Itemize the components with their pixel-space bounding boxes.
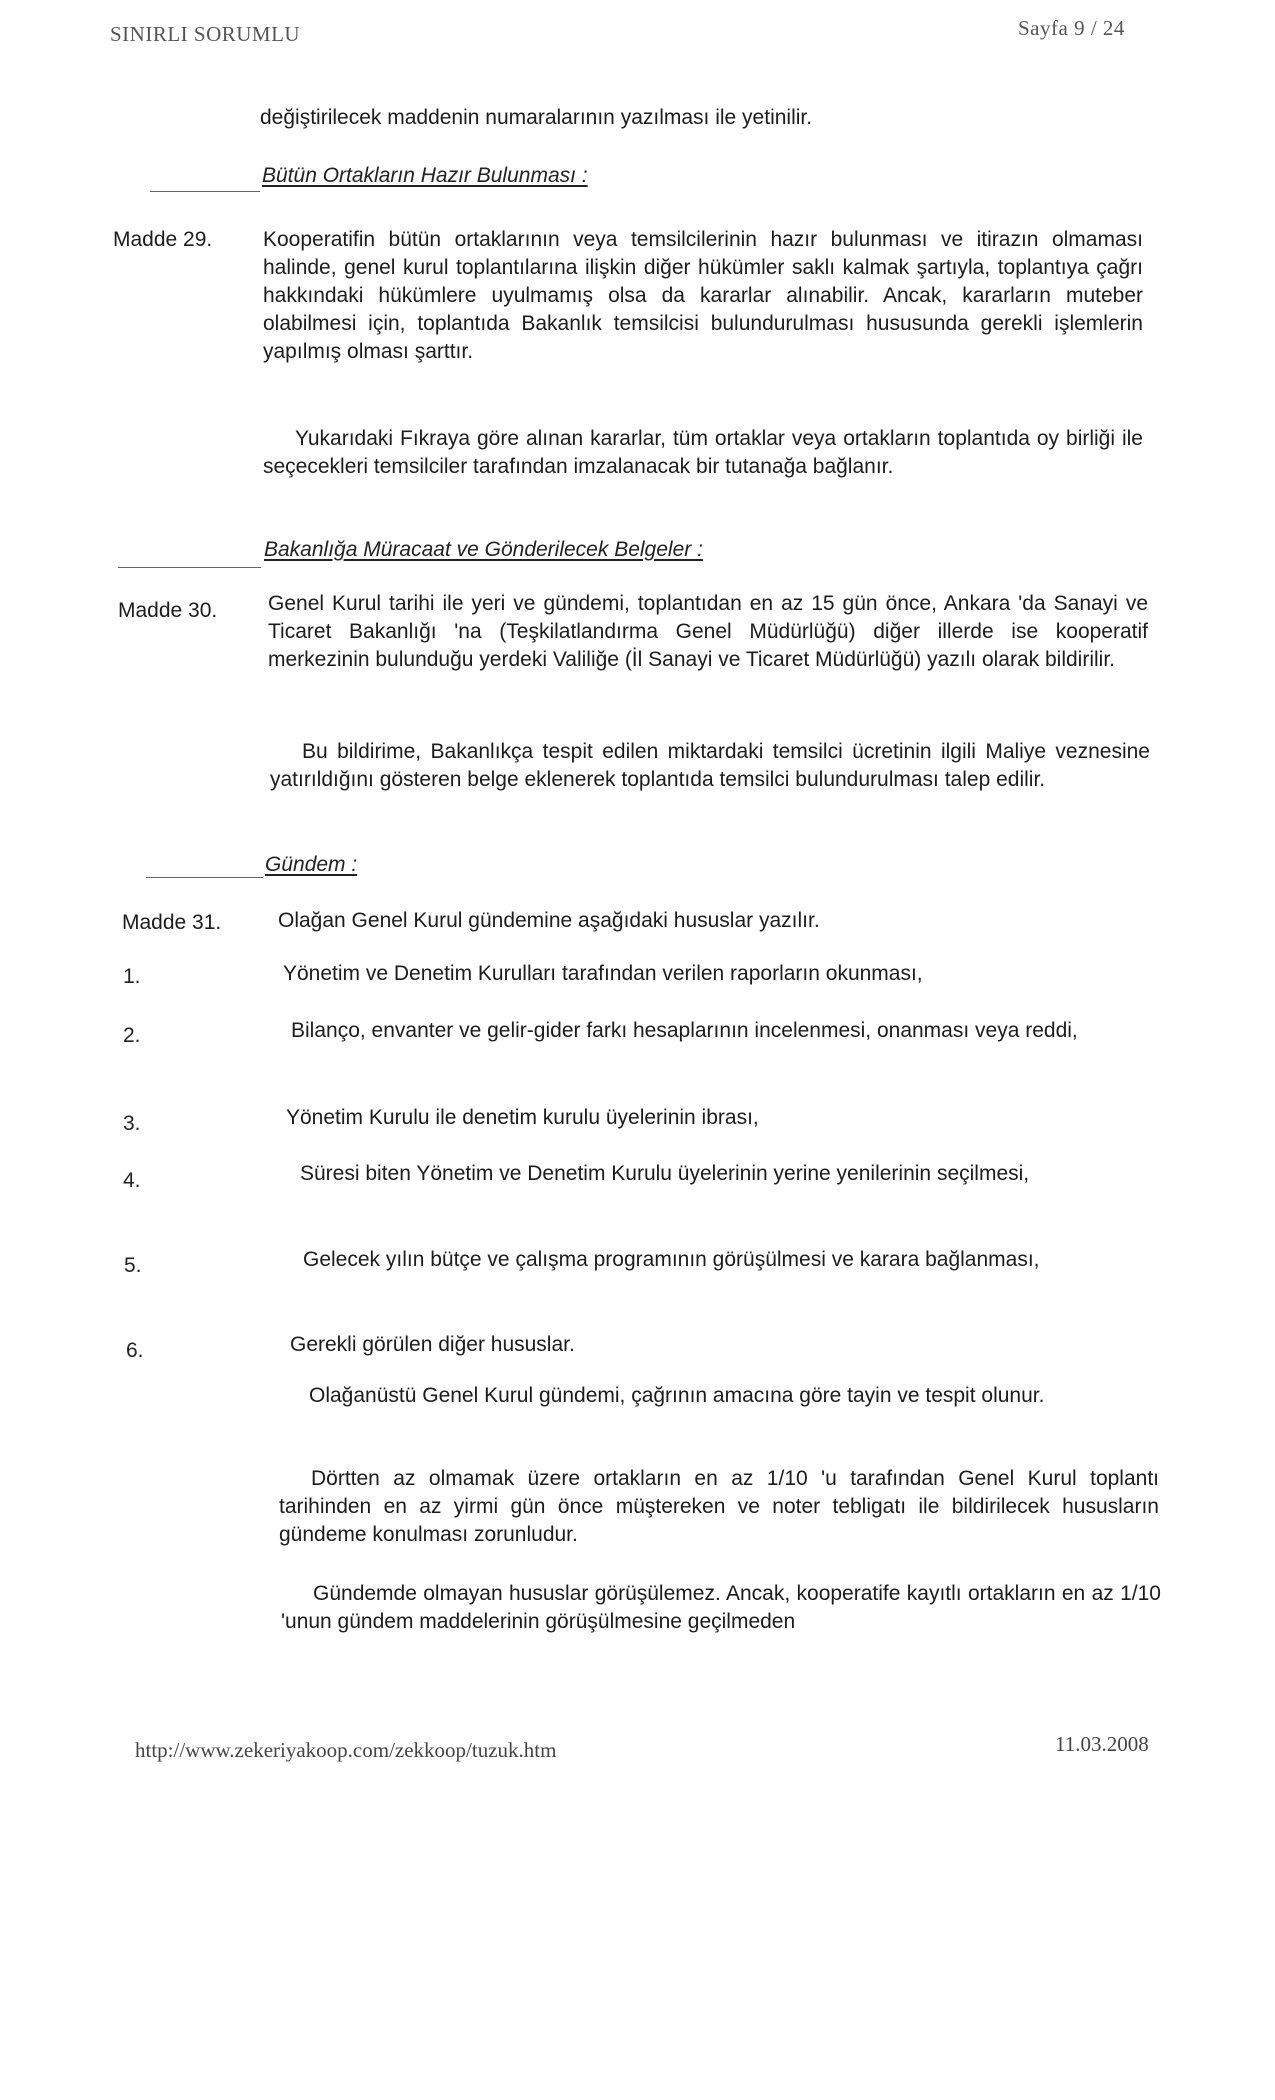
- agenda-item-text: Yönetim Kurulu ile denetim kurulu üyelerinin ibrası,: [286, 1106, 759, 1129]
- madde-31-label: Madde 31.: [122, 911, 222, 934]
- section-heading-31: Gündem :: [265, 853, 358, 876]
- heading-rule: [150, 191, 260, 192]
- agenda-item-number: 6.: [126, 1339, 144, 1362]
- madde-29-label: Madde 29.: [113, 228, 213, 251]
- heading-rule: [146, 877, 263, 878]
- agenda-item-number: 3.: [123, 1112, 141, 1135]
- agenda-item-text: Yönetim ve Denetim Kurulları tarafından verilen raporların okunması,: [283, 962, 923, 985]
- intro-line: değiştirilecek maddenin numaralarının yazılması ile yetinilir.: [260, 106, 813, 129]
- agenda-item-text: Süresi biten Yönetim ve Denetim Kurulu üyelerinin yerine yenilerinin seçilmesi,: [300, 1162, 1030, 1185]
- agenda-item-number: 1.: [123, 965, 141, 988]
- madde-29-paragraph-2: Yukarıdaki Fıkraya göre alınan kararlar, tüm ortaklar veya ortakların toplantıda oy birliği ile seçecekleri temsilciler tarafından imzalanacak bir tutanağa bağlanır.: [263, 427, 1143, 478]
- agenda-item-number: 2.: [123, 1024, 141, 1047]
- page-number: Sayfa 9 / 24: [1018, 16, 1125, 40]
- madde-30-label: Madde 30.: [118, 599, 218, 622]
- section-heading-30: Bakanlığa Müracaat ve Gönderilecek Belgeler :: [264, 538, 703, 561]
- madde-31-paragraph-1: Olağanüstü Genel Kurul gündemi, çağrının amacına göre tayin ve tespit olunur.: [309, 1384, 1045, 1407]
- agenda-item-text: Gelecek yılın bütçe ve çalışma programının görüşülmesi ve karara bağlanması,: [303, 1248, 1040, 1271]
- madde-31-paragraph-3: Gündemde olmayan hususlar görüşülemez. Ancak, kooperatife kayıtlı ortakların en az 1/10 'unun gündem maddelerinin görüşülmesine geçilmeden: [281, 1582, 1161, 1633]
- section-heading-29: Bütün Ortakların Hazır Bulunması :: [262, 164, 588, 187]
- madde-31-paragraph-2: Dörtten az olmamak üzere ortakların en az 1/10 'u tarafından Genel Kurul toplantı tarihinden en az yirmi gün önce müştereken ve noter tebligatı ile bildirilecek hususların gündeme konulması zorunludur.: [279, 1467, 1159, 1546]
- heading-rule: [118, 567, 261, 568]
- agenda-item-number: 4.: [123, 1169, 141, 1192]
- madde-30-paragraph-2: Bu bildirime, Bakanlıkça tespit edilen miktardaki temsilci ücretinin ilgili Maliye veznesine yatırıldığını gösteren belge eklenerek toplantıda temsilci bulundurulması talep edilir.: [270, 740, 1150, 791]
- footer-url: http://www.zekeriyakoop.com/zekkoop/tuzuk.htm: [135, 1738, 557, 1762]
- madde-31-intro: Olağan Genel Kurul gündemine aşağıdaki hususlar yazılır.: [278, 909, 820, 932]
- madde-29-paragraph-1: Kooperatifin bütün ortaklarının veya temsilcilerinin hazır bulunması ve itirazın olmaması halinde, genel kurul toplantılarına ilişkin diğer hükümler saklı kalmak şartıyla, toplantıya çağrı hakkındaki hükümlere uyulmamış olsa da kararlar alınabilir. Ancak, kararların muteber olabilmesi için, toplantıda Bakanlık temsilcisi bulundurulması hususunda gerekli işlemlerin yapılmış olması şarttır.: [263, 228, 1143, 363]
- header-title: SINIRLI SORUMLU: [110, 22, 301, 46]
- agenda-item-text: Bilanço, envanter ve gelir-gider farkı hesaplarının incelenmesi, onanması veya reddi,: [291, 1019, 1078, 1042]
- agenda-item-text: Gerekli görülen diğer hususlar.: [290, 1333, 575, 1356]
- footer-date: 11.03.2008: [1055, 1732, 1149, 1756]
- agenda-item-number: 5.: [124, 1254, 142, 1277]
- madde-30-paragraph-1: Genel Kurul tarihi ile yeri ve gündemi, toplantıdan en az 15 gün önce, Ankara 'da Sanayi ve Ticaret Bakanlığı 'na (Teşkilatlandırma Genel Müdürlüğü) diğer illerde ise kooperatif merkezinin bulunduğu yerdeki Valiliğe (İl Sanayi ve Ticaret Müdürlüğü) yazılı olarak bildirilir.: [268, 592, 1148, 671]
